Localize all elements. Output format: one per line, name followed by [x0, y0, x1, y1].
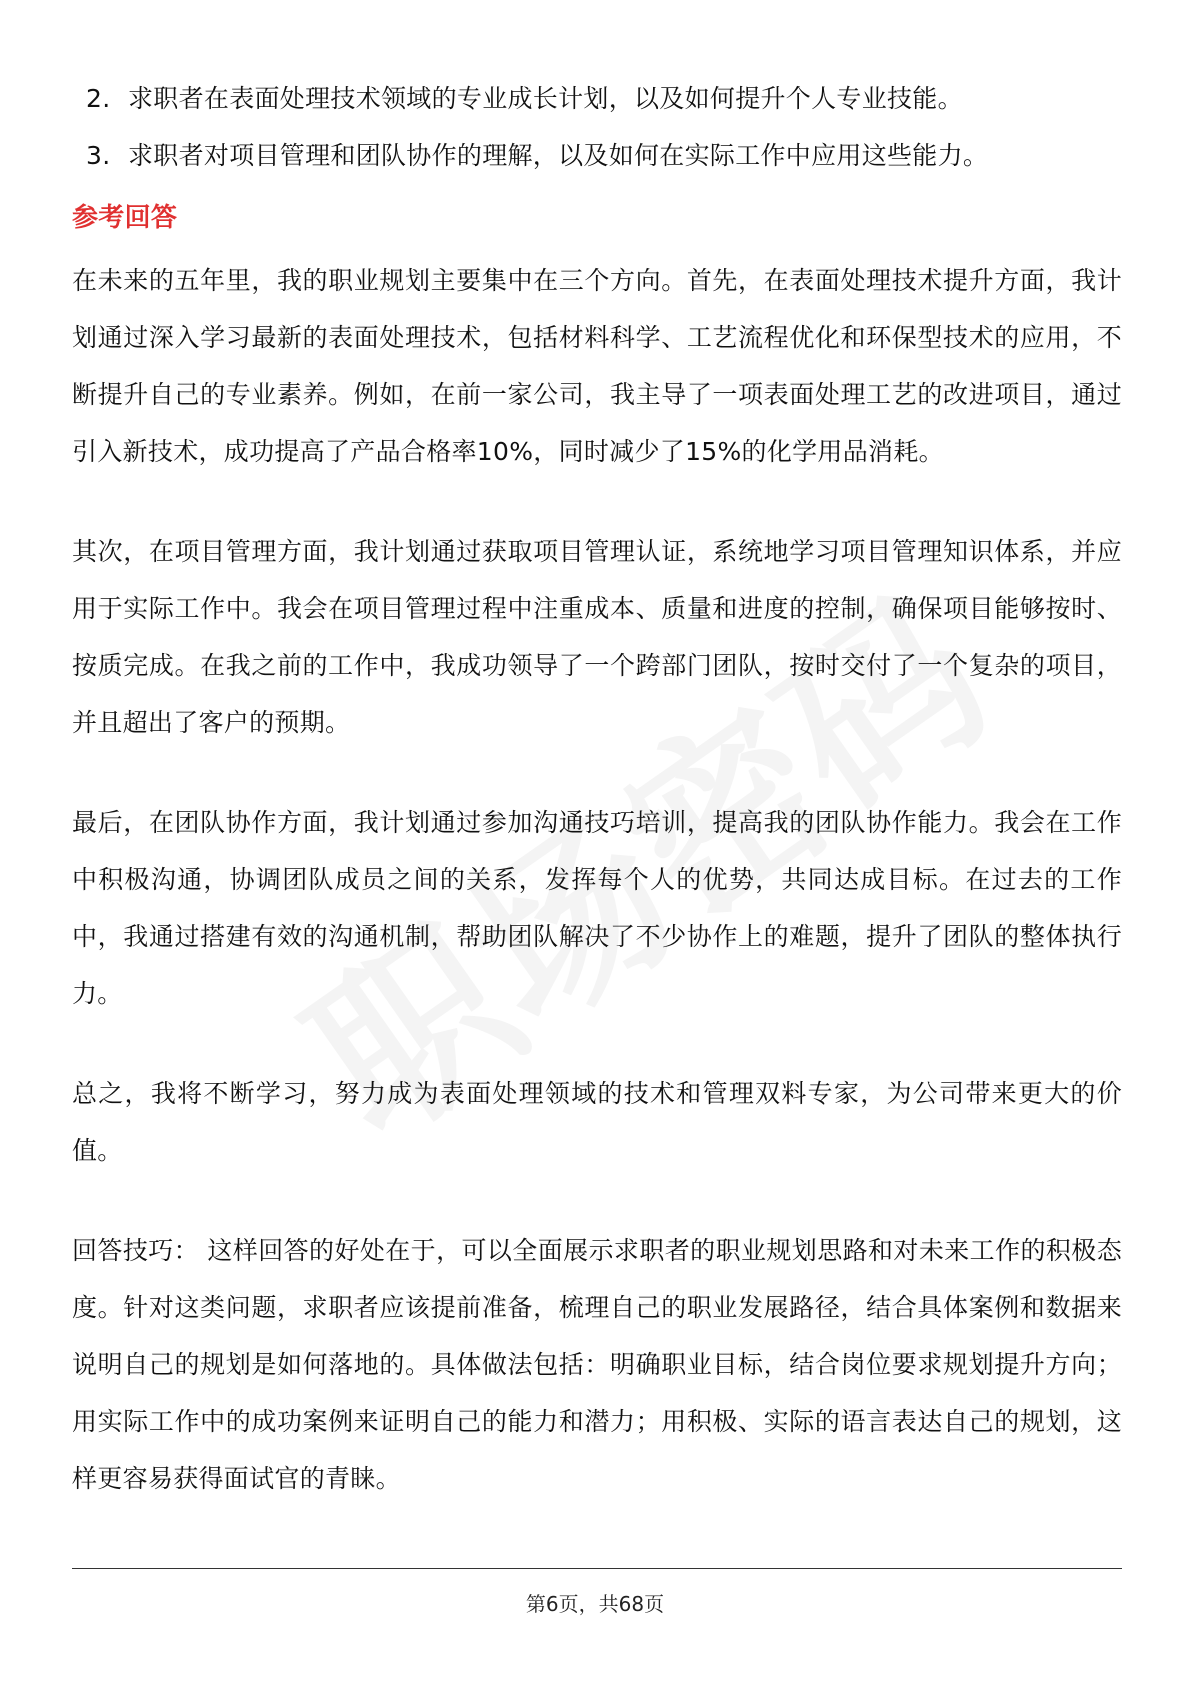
- question-list: [72, 70, 1122, 184]
- page-number: 第6页，共68页: [525, 1592, 665, 1616]
- list-item: [72, 70, 1122, 127]
- answer-paragraph: 最后，在团队协作方面，我计划通过参加沟通技巧培训，提高我的团队协作能力。我会在工作中积极沟通，协调团队成员之间的关系，发挥每个人的优势，共同达成目标。在过去的工作中，我通过搭建有效的沟通机制，帮助团队解决了不少协作上的难题，提升了团队的整体执行力。: [72, 808, 1122, 1008]
- footer-divider: [72, 1568, 1122, 1569]
- answer-paragraph: 总之，我将不断学习，努力成为表面处理领域的技术和管理双料专家，为公司带来更大的价值。: [72, 1079, 1122, 1165]
- answer-paragraph: 在未来的五年里，我的职业规划主要集中在三个方向。首先，在表面处理技术提升方面，我计划通过深入学习最新的表面处理技术，包括材料科学、工艺流程优化和环保型技术的应用，不断提升自己的专业素养。例如，在前一家公司，我主导了一项表面处理工艺的改进项目，通过引入新技术，成功提高了产品合格率10%，同时减少了15%的化学用品消耗。: [72, 266, 1122, 466]
- answer-heading: 参考回答: [72, 203, 178, 233]
- document-body: [72, 70, 1122, 1507]
- list-item-number: 2.: [86, 84, 111, 113]
- list-item-number: 3.: [86, 141, 111, 170]
- tips-paragraph: 回答技巧： 这样回答的好处在于，可以全面展示求职者的职业规划思路和对未来工作的积极态度。针对这类问题，求职者应该提前准备，梳理自己的职业发展路径，结合具体案例和数据来说明自己的规划是如何落地的。具体做法包括：明确职业目标，结合岗位要求规划提升方向；用实际工作中的成功案例来证明自己的能力和潜力；用积极、实际的语言表达自己的规划，这样更容易获得面试官的青睐。: [72, 1236, 1122, 1493]
- answer-paragraph: 其次，在项目管理方面，我计划通过获取项目管理认证，系统地学习项目管理知识体系，并应用于实际工作中。我会在项目管理过程中注重成本、质量和进度的控制，确保项目能够按时、按质完成。在我之前的工作中，我成功领导了一个跨部门团队，按时交付了一个复杂的项目，并且超出了客户的预期。: [72, 537, 1122, 737]
- list-item-text: 求职者在表面处理技术领域的专业成长计划，以及如何提升个人专业技能。: [128, 84, 963, 113]
- list-item: [72, 127, 1122, 184]
- list-item-text: 求职者对项目管理和团队协作的理解，以及如何在实际工作中应用这些能力。: [128, 141, 989, 170]
